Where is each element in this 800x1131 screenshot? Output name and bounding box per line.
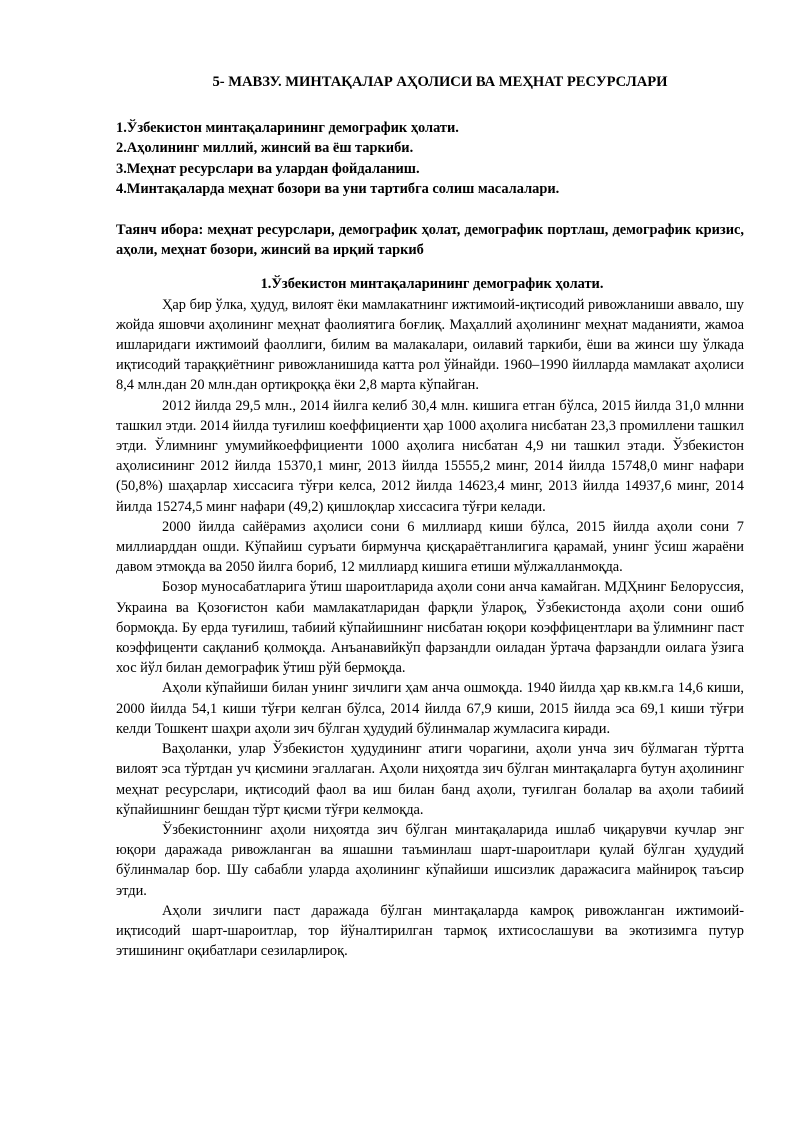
plan-item: 2.Аҳолининг миллий, жинсий ва ёш таркиби.	[116, 140, 414, 157]
section-heading: 1.Ўзбекистон минтақаларининг демографик ҳолати.	[260, 276, 604, 293]
plan-item: 1.Ўзбекистон минтақаларининг демографик ҳолати.	[116, 120, 459, 137]
body-paragraph: Ваҳоланки, улар Ўзбекистон ҳудудининг атиги чорагини, аҳоли унча зич бўлмаган тўртта вилоят эса тўртдан уч қисмини эгаллаган. Аҳоли ниҳоятда зич бўлган минтақаларга бутун аҳолининг меҳнат ресурслари, иқтисодий фаол ва иш билан банд аҳоли, туғилган болалар ва аҳоли табиий кўпайишнинг бешдан тўрт қисми тўғри келмоқда.	[116, 741, 744, 818]
document-page	[116, 72, 744, 961]
body-paragraph: Ўзбекистоннинг аҳоли ниҳоятда зич бўлган минтақаларида ишлаб чиқарувчи кучлар энг юқори даражада ривожланган ва яшашни таъминлаш шарт-шароитлари қулай бўлган ҳудудий бўлинмалар бор. Шу сабабли уларда аҳолининг кўпайиши ишсизлик даражасига майнироқ таъсир этди.	[116, 821, 744, 899]
body-paragraph: Аҳоли зичлиги паст даражада бўлган минтақаларда камроқ ривожланган ижтимоий-иқтисодий шарт-шароитлар, тор йўналтирилган тармоқ ихтисослашуви ва экотизимга путур этишининг оқибатлари сезиларлироқ.	[116, 902, 744, 960]
plan-item: 3.Меҳнат ресурслари ва улардан фойдаланиш.	[116, 160, 420, 177]
body-paragraph: 2000 йилда сайёрамиз аҳолиси сони 6 миллиард киши бўлса, 2015 йилда аҳоли сони 7 миллиарддан ошди. Кўпайиш суръати бирмунча қисқараётганлигига қарамай, унинг ўсиш жараёни давом этмоқда ва 2050 йилга бориб, 12 миллиард кишига етиши мўлжалланмоқда.	[116, 518, 744, 576]
body-paragraph: Бозор муносабатларига ўтиш шароитларида аҳоли сони анча камайган. МДҲнинг Белоруссия, Украина ва Қозоғистон каби мамлакатларидан фарқли ўлароқ, Ўзбекистонда аҳоли сони ошиб бормоқда. Бу ерда туғилиш, табиий кўпайишнинг нисбатан юқори коэффицентлари ва ўлимнинг паст коэффиценти сақланиб қолмоқда. Анъанавийкўп фарзандли оиладан ўртача фарзандли оилага ўзига хос йўл билан демографик ўтиш рўй бермоқда.	[116, 579, 744, 677]
body-paragraph: 2012 йилда 29,5 млн., 2014 йилга келиб 30,4 млн. кишига етган бўлса, 2015 йилда 31,0 млнни ташкил этди. 2014 йилда туғилиш коеффициенти ҳар 1000 аҳолига нисбатан 23,3 промиллени ташкил этди. Ўлимнинг умумийкоеффициенти 1000 аҳолига нисбатан 4,9 ни ташкил этади. Ўзбекистон аҳолисининг 2012 йилда 15370,1 минг, 2013 йилда 15555,2 минг, 2014 йилда 15748,0 минг нафари (50,8%) шаҳарлар хиссасига тўғри келса, 2012 йилда 14623,4 минг, 2013 йилда 14937,6 минг, 2014 йилда 15274,5 минг нафари (49,2) қишлоқлар хиссасига тўғри келади.	[116, 397, 744, 515]
page-title: 5- МАВЗУ. МИНТАҚАЛАР АҲОЛИСИ ВА МЕҲНАТ РЕСУРСЛАРИ	[212, 74, 668, 90]
body-paragraph: Ҳар бир ўлка, ҳудуд, вилоят ёки мамлакатнинг ижтимоий-иқтисодий ривожланиши аввало, шу жойда яшовчи аҳолининг меҳнат фаолиятига боғлиқ. Маҳаллий аҳолининг меҳнат маданияти, жамоа ишларидаги ижтимоий фаоллиги, билим ва малакалари, оилавий таркиби, ёши ва жинси шу ўлкада иқтисодий тараққиётнинг ривожланишида катта рол ўйнайди. 1960–1990 йилларда мамлакат аҳолиси 8,4 млн.дан 20 млн.дан ортиқроққа ёки 2,8 марта кўпайган.	[116, 296, 744, 394]
keywords-paragraph: Таянч ибора: меҳнат ресурслари, демографик ҳолат, демографик портлаш, демографик кризис, аҳоли, меҳнат бозори, жинсий ва ирқий таркиб	[116, 222, 744, 259]
body-paragraph: Аҳоли кўпайиши билан унинг зичлиги ҳам анча ошмоқда. 1940 йилда ҳар кв.км.га 14,6 киши, 2000 йилда 54,1 киши тўғри келган бўлса, 2014 йилда 67,9 киши, 2015 йилда эса 69,1 киши тўғри келди Тошкент шаҳри аҳоли зич бўлган ҳудудий бўлинмалар жумласига киради.	[116, 680, 744, 737]
plan-item: 4.Минтақаларда меҳнат бозори ва уни тартибга солиш масалалари.	[116, 180, 560, 197]
topic-plan-list	[116, 118, 744, 199]
